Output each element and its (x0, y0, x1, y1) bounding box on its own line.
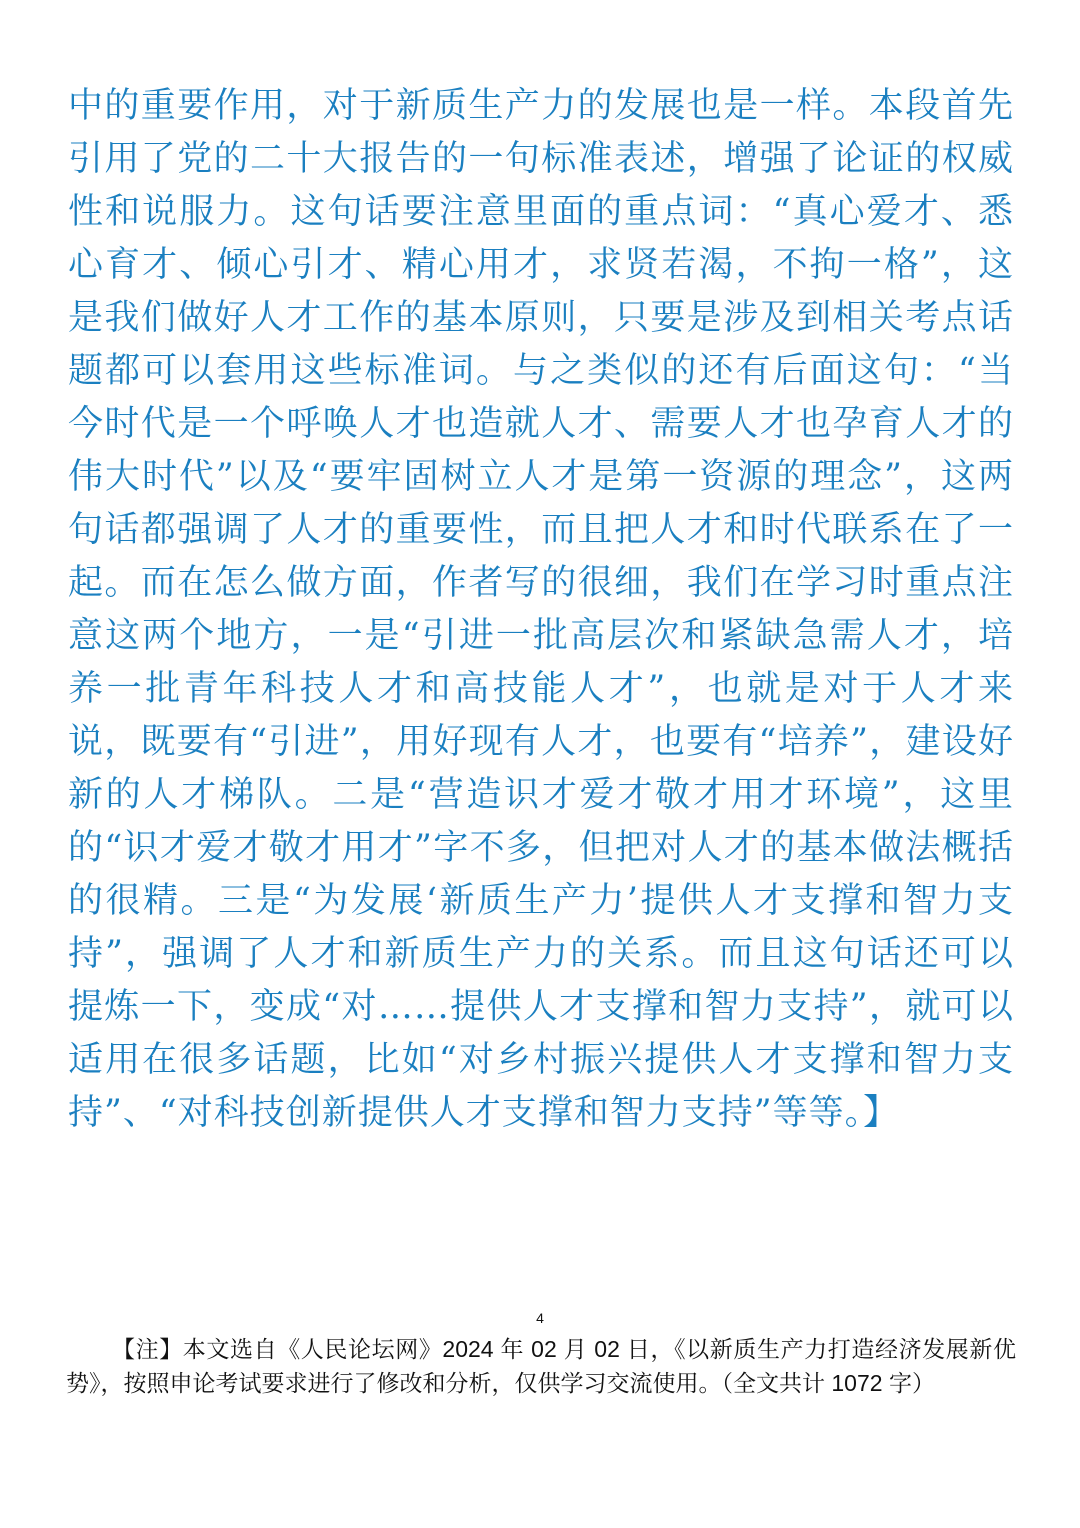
page-number: 4 (536, 1310, 544, 1326)
analysis-paragraph: 中的重要作用，对于新质生产力的发展也是一样。本段首先引用了党的二十大报告的一句标准表述，增强了论证的权威性和说服力。这句话要注意里面的重点词：“真心爱才、悉心育才、倾心引才、精心用才，求贤若渴，不拘一格”，这是我们做好人才工作的基本原则，只要是涉及到相关考点话题都可以套用这些标准词。与之类似的还有后面这句：“当今时代是一个呼唤人才也造就人才、需要人才也孕育人才的伟大时代”以及“要牢固树立人才是第一资源的理念”，这两句话都强调了人才的重要性，而且把人才和时代联系在了一起。而在怎么做方面，作者写的很细，我们在学习时重点注意这两个地方，一是“引进一批高层次和紧缺急需人才，培养一批青年科技人才和高技能人才”，也就是对于人才来说，既要有“引进”，用好现有人才，也要有“培养”，建设好新的人才梯队。二是“营造识才爱才敬才用才环境”，这里的“识才爱才敬才用才”字不多，但把对人才的基本做法概括的很精。三是“为发展‘新质生产力’提供人才支撑和智力支持”，强调了人才和新质生产力的关系。而且这句话还可以提炼一下，变成“对……提供人才支撑和智力支持”，就可以适用在很多话题，比如“对乡村振兴提供人才支撑和智力支持”、“对科技创新提供人才支撑和智力支持”等等。】 (68, 86, 1014, 1133)
source-footnote: 【注】本文选自《人民论坛网》2024 年 02 月 02 日，《以新质生产力打造经济发展新优势》，按照申论考试要求进行了修改和分析，仅供学习交流使用。（全文共计 1072 字） (66, 1336, 1016, 1396)
